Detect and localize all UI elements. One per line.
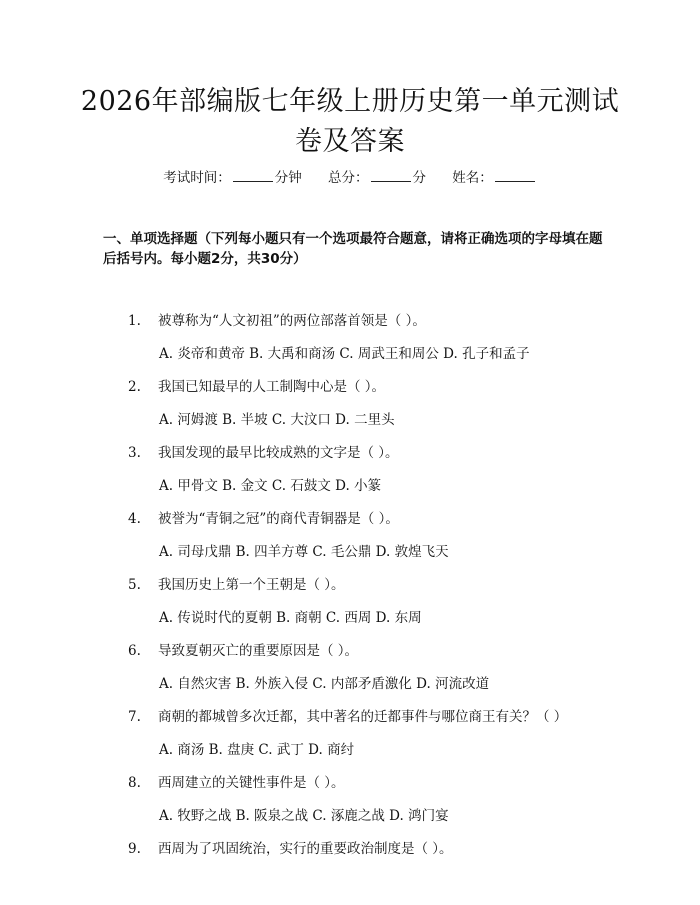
total-score-unit: 分: [412, 170, 426, 186]
exam-time-label: 考试时间：: [163, 170, 231, 186]
question-options: A. 甲骨文 B. 金文 C. 石鼓文 D. 小篆: [159, 478, 382, 494]
exam-time-blank: [233, 168, 273, 182]
question-text: 西周建立的关键性事件是（ ）。: [158, 775, 345, 791]
question-text: 我国已知最早的人工制陶中心是（ ）。: [158, 379, 386, 395]
student-name-blank: [495, 168, 535, 182]
question-number: 4.: [128, 511, 141, 527]
total-score-blank: [371, 168, 411, 182]
question-text: 商朝的都城曾多次迁都，其中著名的迁都事件与哪位商王有关？（ ）: [158, 709, 568, 725]
question-options: A. 商汤 B. 盘庚 C. 武丁 D. 商纣: [159, 742, 355, 758]
question-text: 被尊称为“人文初祖”的两位部落首领是（ ）。: [158, 313, 426, 329]
question-item: [128, 443, 598, 463]
question-options: A. 自然灾害 B. 外族入侵 C. 内部矛盾激化 D. 河流改道: [159, 676, 490, 692]
exam-title: 2026年部编版七年级上册历史第一单元测试卷及答案: [80, 86, 620, 157]
question-number: 5.: [128, 577, 141, 593]
question-options: A. 牧野之战 B. 阪泉之战 C. 涿鹿之战 D. 鸿门宴: [159, 808, 449, 824]
question-item: [128, 509, 598, 529]
question-item: [128, 707, 598, 727]
question-options: A. 河姆渡 B. 半坡 C. 大汶口 D. 二里头: [159, 412, 395, 428]
question-item: [128, 839, 598, 859]
question-item: [128, 575, 598, 595]
question-options: A. 炎帝和黄帝 B. 大禹和商汤 C. 周武王和周公 D. 孔子和孟子: [159, 346, 530, 362]
exam-time-field: [163, 168, 302, 188]
question-text: 导致夏朝灭亡的重要原因是（ ）。: [158, 643, 359, 659]
student-name-field: [452, 168, 537, 188]
exam-time-unit: 分钟: [274, 170, 302, 186]
exam-info-line: [0, 168, 700, 188]
question-number: 7.: [128, 709, 141, 725]
total-score-field: [328, 168, 426, 188]
question-text: 我国发现的最早比较成熟的文字是（ ）。: [158, 445, 399, 461]
question-item: [128, 311, 598, 331]
question-options: A. 司母戊鼎 B. 四羊方尊 C. 毛公鼎 D. 敦煌飞天: [159, 544, 449, 560]
question-number: 3.: [128, 445, 141, 461]
question-item: [128, 641, 598, 661]
question-options: A. 传说时代的夏朝 B. 商朝 C. 西周 D. 东周: [159, 610, 422, 626]
question-number: 2.: [128, 379, 141, 395]
question-number: 1.: [128, 313, 141, 329]
question-text: 我国历史上第一个王朝是（ ）。: [158, 577, 345, 593]
total-score-label: 总分：: [328, 170, 369, 186]
question-number: 9.: [128, 841, 141, 857]
question-item: [128, 377, 598, 397]
question-number: 6.: [128, 643, 141, 659]
question-text: 被誉为“青铜之冠”的商代青铜器是（ ）。: [158, 511, 399, 527]
question-text: 西周为了巩固统治，实行的重要政治制度是（ ）。: [158, 841, 453, 857]
question-item: [128, 773, 598, 793]
question-number: 8.: [128, 775, 141, 791]
section-heading: 一、单项选择题（下列每小题只有一个选项最符合题意，请将正确选项的字母填在题后括号内。每小题2分，共30分）: [103, 231, 603, 267]
student-name-label: 姓名：: [452, 170, 493, 186]
